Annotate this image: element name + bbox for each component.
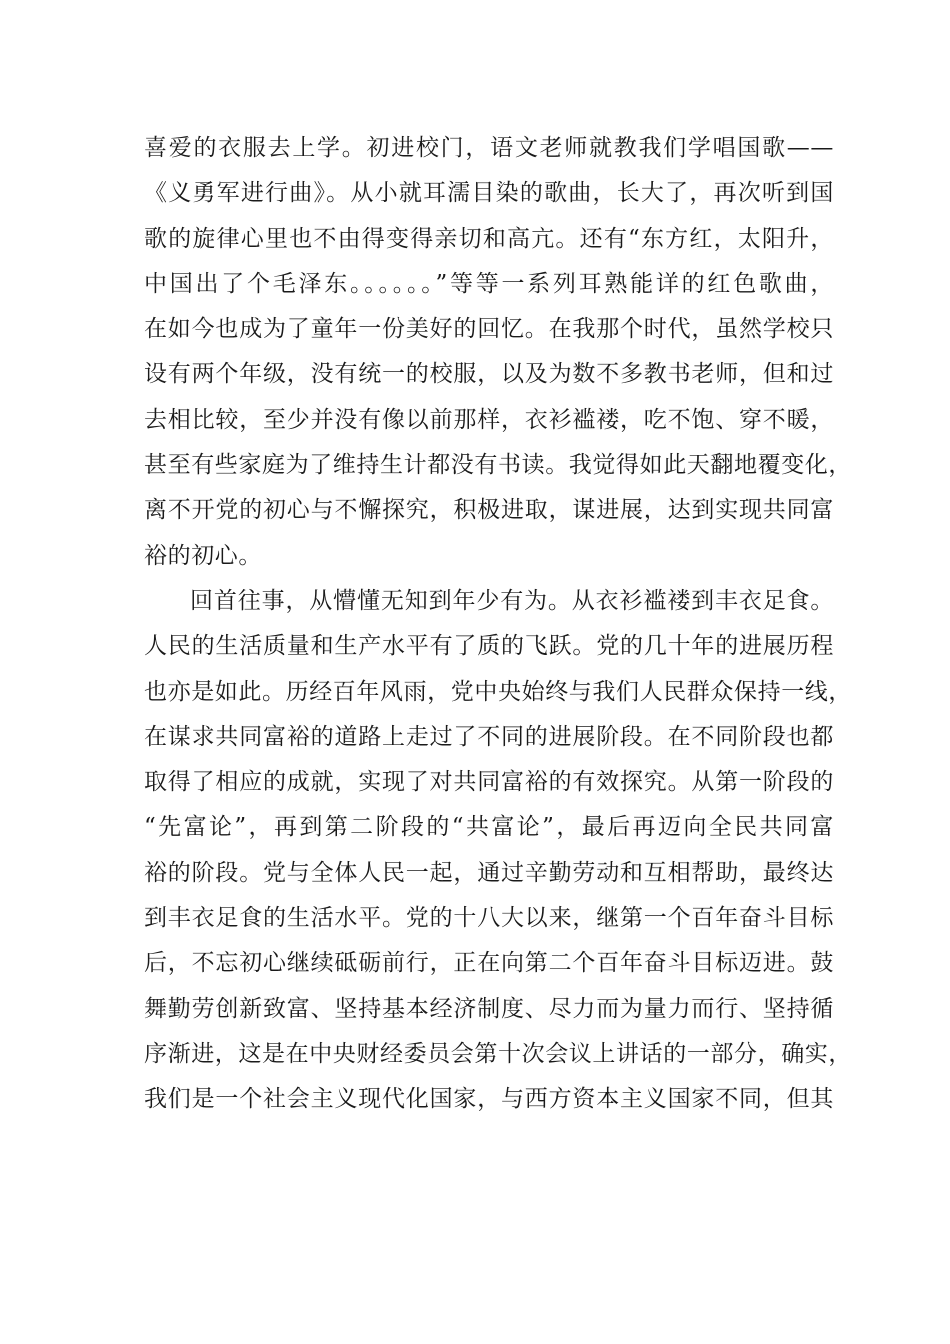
text-line: “先富论”，再到第二阶段的“共富论”，最后再迈向全民共同富 xyxy=(144,814,834,841)
text-line: 也亦是如此。历经百年风雨，党中央始终与我们人民群众保持一线， xyxy=(144,678,852,705)
text-line: 我们是一个社会主义现代化国家，与西方资本主义国家不同，但其 xyxy=(144,1086,834,1113)
document-body xyxy=(144,126,852,1123)
text-line: 中国出了个毛泽东。。。。。。”等等一系列耳熟能详的红色歌曲， xyxy=(144,270,834,297)
text-line: 人民的生活质量和生产水平有了质的飞跃。党的几十年的进展历程 xyxy=(144,633,834,660)
text-line: 取得了相应的成就，实现了对共同富裕的有效探究。从第一阶段的 xyxy=(144,769,834,796)
text-line: 歌的旋律心里也不由得变得亲切和高亢。还有“东方红，太阳升， xyxy=(144,225,834,252)
text-line: 后，不忘初心继续砥砺前行，正在向第二个百年奋斗目标迈进。鼓 xyxy=(144,950,834,977)
text-line: 甚至有些家庭为了维持生计都没有书读。我觉得如此天翻地覆变化， xyxy=(144,452,852,479)
text-line: 离不开党的初心与不懈探究，积极进取，谋进展，达到实现共同富 xyxy=(144,497,834,524)
text-line: 设有两个年级，没有统一的校服，以及为数不多教书老师，但和过 xyxy=(144,361,834,388)
text-line: 《义勇军进行曲》。从小就耳濡目染的歌曲，长大了，再次听到国 xyxy=(144,180,834,207)
text-line: 喜爱的衣服去上学。初进校门，语文老师就教我们学唱国歌—— xyxy=(144,135,834,161)
text-line: 在如今也成为了童年一份美好的回忆。在我那个时代，虽然学校只 xyxy=(144,316,834,343)
paragraph-first-line: 回首往事，从懵懂无知到年少有为。从衣衫褴褛到丰衣足食。 xyxy=(190,587,834,614)
text-line: 在谋求共同富裕的道路上走过了不同的进展阶段。在不同阶段也都 xyxy=(144,723,834,750)
text-line: 去相比较，至少并没有像以前那样，衣衫褴褛，吃不饱、穿不暖， xyxy=(144,406,834,433)
text-line: 舞勤劳创新致富、坚持基本经济制度、尽力而为量力而行、坚持循 xyxy=(144,995,834,1022)
text-line: 裕的阶段。党与全体人民一起，通过辛勤劳动和互相帮助，最终达 xyxy=(144,859,834,886)
text-line: 到丰衣足食的生活水平。党的十八大以来，继第一个百年奋斗目标 xyxy=(144,905,834,932)
text-line: 序渐进，这是在中央财经委员会第十次会议上讲话的一部分，确实， xyxy=(144,1040,852,1067)
paragraph-end-line: 裕的初心。 xyxy=(144,542,262,569)
